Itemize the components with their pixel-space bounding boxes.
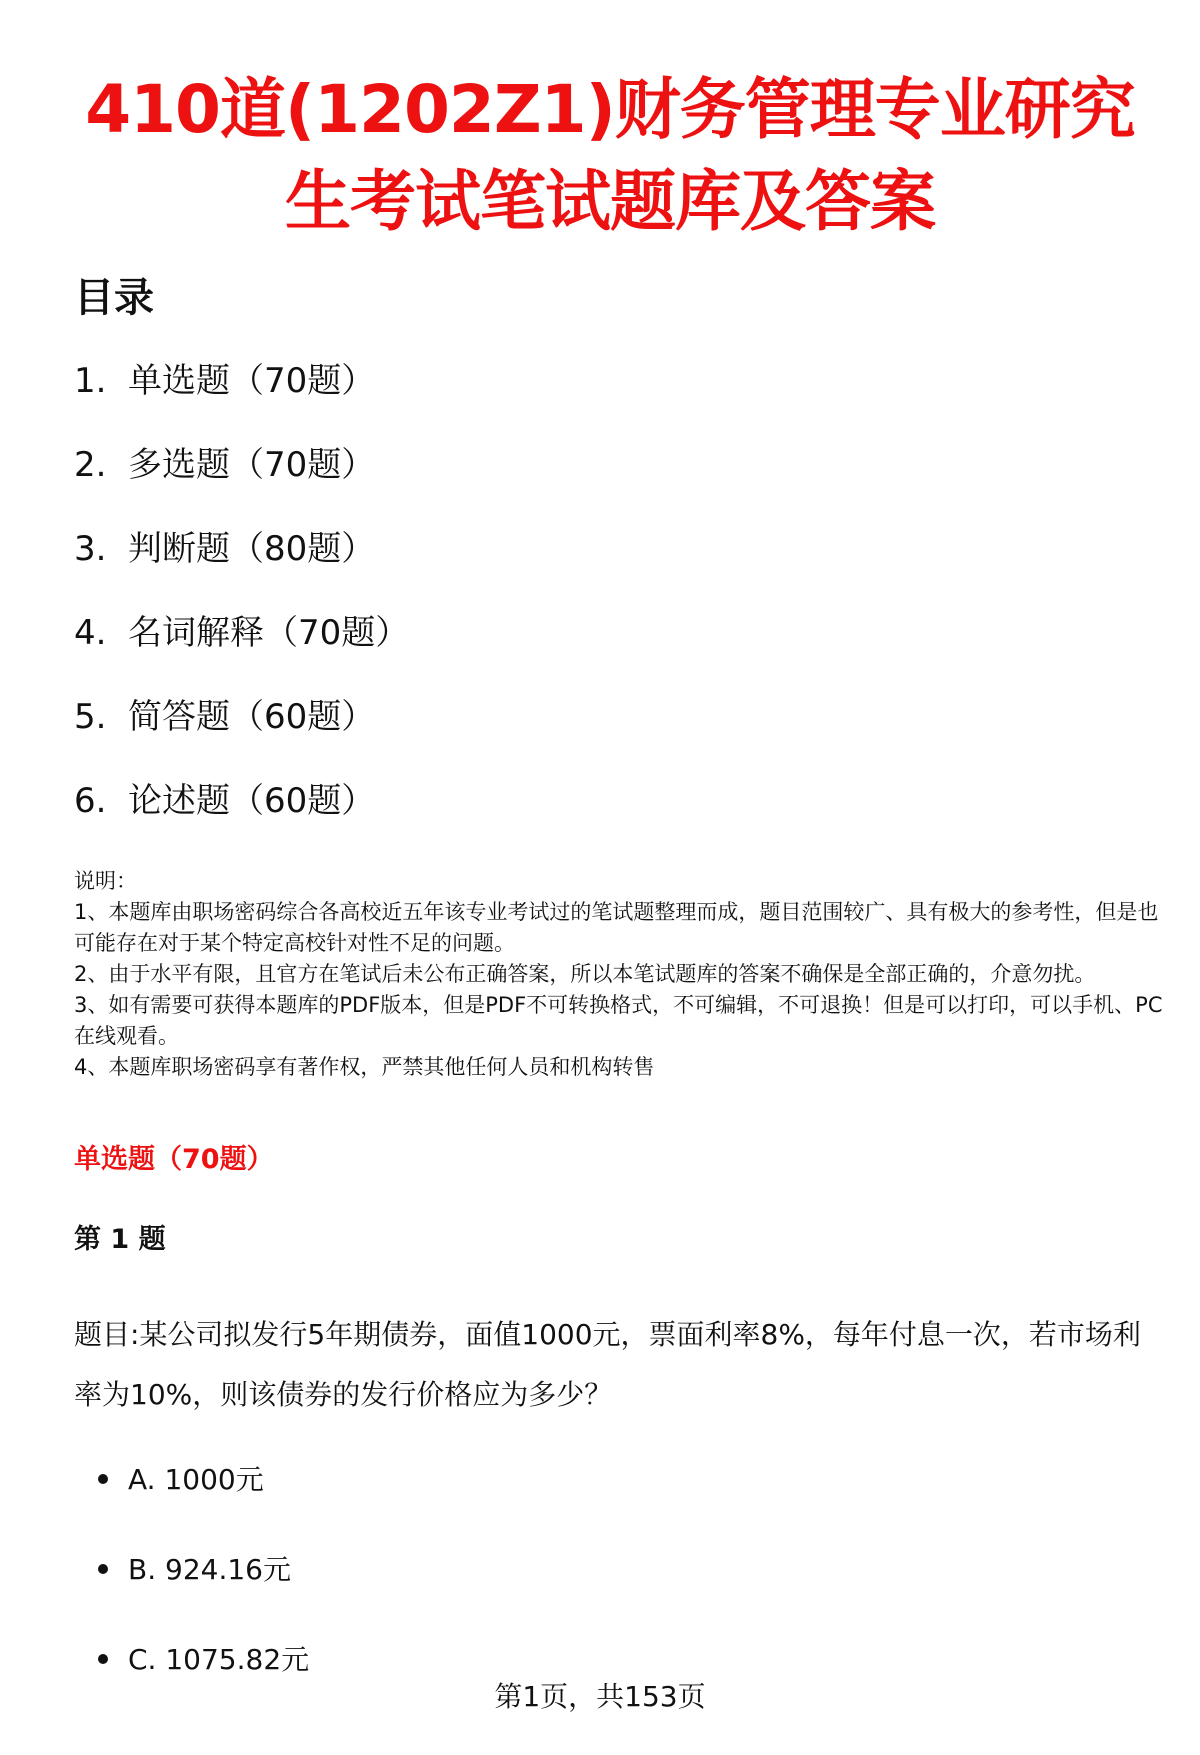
toc-item-label: 多选题（70题） <box>128 445 376 485</box>
toc-item[interactable] <box>74 696 409 780</box>
toc-heading: 目录 <box>74 275 154 321</box>
section-heading-single-choice: 单选题（70题） <box>74 1144 274 1175</box>
toc-item-number: 3. <box>74 529 107 569</box>
toc-item[interactable] <box>74 360 409 444</box>
answer-option-a[interactable] <box>98 1460 309 1550</box>
notes-heading: 说明： <box>74 869 137 893</box>
answer-option-b[interactable] <box>98 1550 309 1640</box>
toc-list <box>74 360 409 864</box>
toc-item-number: 1. <box>74 361 107 401</box>
bullet-icon <box>98 1474 108 1484</box>
toc-item-label: 判断题（80题） <box>128 529 376 569</box>
notes-item: 1、本题库由职场密码综合各高校近五年该专业考试过的笔试题整理而成，题目范围较广、具有极大的参考性，但是也可能存在对于某个特定高校针对性不足的问题。 <box>74 900 1159 955</box>
toc-item-label: 名词解释（70题） <box>128 613 410 653</box>
toc-item[interactable] <box>74 444 409 528</box>
notes-item: 2、由于水平有限，且官方在笔试后未公布正确答案，所以本笔试题库的答案不确保是全部正确的，介意勿扰。 <box>74 962 1096 986</box>
notes-item: 4、本题库职场密码享有著作权，严禁其他任何人员和机构转售 <box>74 1055 655 1079</box>
page-footer: 第1页，共153页 <box>494 1680 706 1713</box>
toc-item-number: 2. <box>74 445 107 485</box>
document-title-line-2: 生考试笔试题库及答案 <box>285 163 935 240</box>
toc-item-number: 4. <box>74 613 107 653</box>
toc-item-label: 单选题（70题） <box>128 361 376 401</box>
answer-option-label: B. 924.16元 <box>128 1553 291 1586</box>
question-text: 题目:某公司拟发行5年期债券，面值1000元，票面利率8%，每年付息一次，若市场利率为10%，则该债券的发行价格应为多少？ <box>74 1318 1141 1411</box>
notes-block <box>74 866 1164 1083</box>
notes-item: 3、如有需要可获得本题库的PDF版本，但是PDF不可转换格式，不可编辑，不可退换！但是可以打印，可以手机、PC在线观看。 <box>74 993 1163 1048</box>
toc-item-label: 论述题（60题） <box>128 781 376 821</box>
toc-item[interactable] <box>74 780 409 864</box>
toc-item-number: 5. <box>74 697 107 737</box>
toc-item-label: 简答题（60题） <box>128 697 376 737</box>
document-title <box>60 64 1160 248</box>
answer-option-label: C. 1075.82元 <box>128 1643 310 1676</box>
bullet-icon <box>98 1564 108 1574</box>
toc-item[interactable] <box>74 612 409 696</box>
document-title-line-1: 410道(1202Z1)财务管理专业研究 <box>85 71 1135 148</box>
toc-item-number: 6. <box>74 781 107 821</box>
bullet-icon <box>98 1654 108 1664</box>
answer-option-label: A. 1000元 <box>128 1463 264 1496</box>
question-number: 第 1 题 <box>74 1224 166 1255</box>
toc-item[interactable] <box>74 528 409 612</box>
